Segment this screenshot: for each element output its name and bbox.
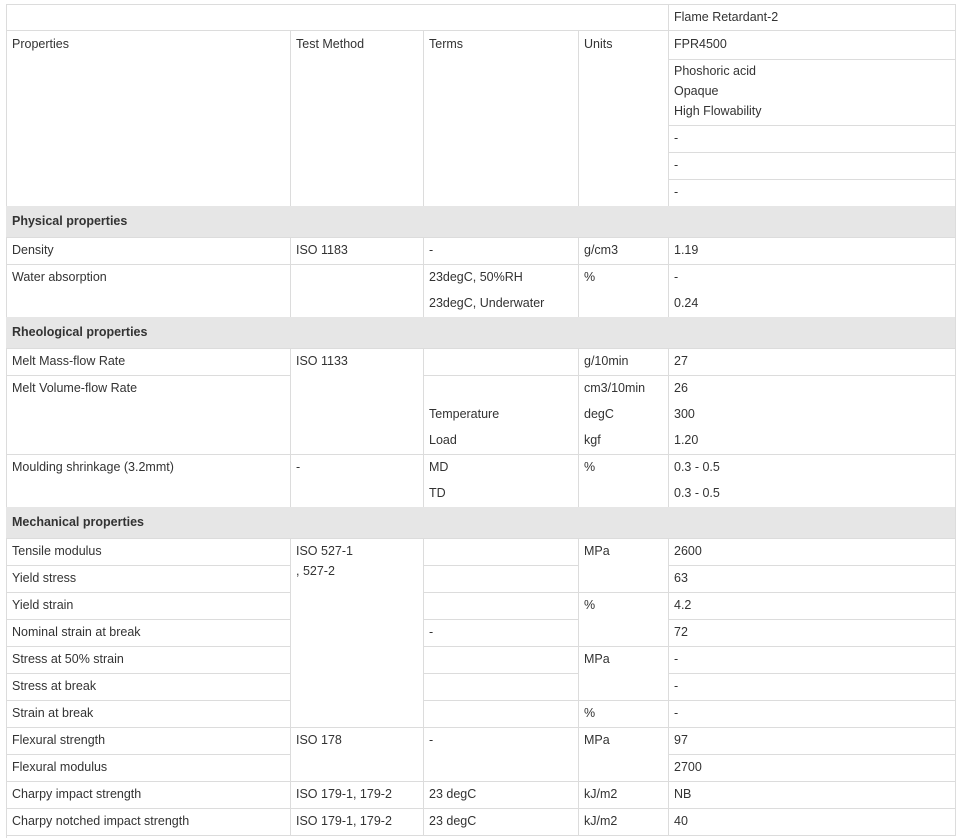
term-cell [423,673,579,701]
property-name: Water absorption [12,270,107,284]
value: 26 [674,381,688,395]
test-method: ISO 178 [296,733,342,747]
test-method: ISO 527-1 [296,544,353,558]
value: 0.24 [674,296,699,310]
grade-description-line1: Phoshoric acid [674,64,756,78]
unit: kJ/m2 [584,787,618,801]
value: 0.3 - 0.5 [674,460,720,474]
unit: % [584,706,596,720]
value-cell [668,700,956,728]
col-units-cell [578,30,669,207]
grade-group-header: Flame Retardant-2 [674,10,779,24]
value: - [674,679,679,693]
col-properties-header: Properties [12,37,69,51]
method-cell [290,454,424,508]
value: 2600 [674,544,702,558]
value: - [674,706,679,720]
term: - [429,733,434,747]
unit: cm3/10min [584,381,646,395]
property-name: Melt Volume-flow Rate [12,381,138,395]
value: - [674,270,679,284]
unit: g/10min [584,354,629,368]
term-cell [423,646,579,674]
term-cell [423,727,579,782]
test-method: - [296,460,301,474]
property-name: Nominal strain at break [12,625,141,639]
value: 1.20 [674,433,699,447]
term: TD [429,486,446,500]
property-name: Moulding shrinkage (3.2mmt) [12,460,174,474]
value: 72 [674,625,688,639]
unit: % [584,270,596,284]
value: 300 [674,407,695,421]
section-header-mechanical-value [668,507,956,539]
section-title-mechanical: Mechanical properties [12,515,144,529]
value-cell [668,619,956,647]
property-name: Flexural strength [12,733,106,747]
value-cell [668,565,956,593]
col-terms-cell [423,30,579,207]
value: 2700 [674,760,702,774]
value: 40 [674,814,688,828]
section-title-rheological: Rheological properties [12,325,148,339]
col-test-method-cell [290,30,424,207]
grade-extra-cell [668,125,956,153]
value-cell [668,646,956,674]
value: - [674,652,679,666]
property-name: Stress at break [12,679,97,693]
property-name: Tensile modulus [12,544,102,558]
value-cell [668,673,956,701]
grade-description-line3: High Flowability [674,104,762,118]
col-test-method-header: Test Method [296,37,365,51]
test-method: ISO 179-1, 179-2 [296,787,392,801]
value: 1.19 [674,243,699,257]
property-name: Density [12,243,54,257]
unit: % [584,460,596,474]
unit: MPa [584,652,610,666]
value-cell [668,781,956,809]
value-cell [668,375,956,455]
property-name: Yield strain [12,598,74,612]
grade-extra-cell [668,152,956,180]
property-name: Strain at break [12,706,94,720]
term: 23degC, Underwater [429,296,545,310]
value-cell [668,592,956,620]
value-cell [668,538,956,566]
property-name: Charpy notched impact strength [12,814,190,828]
value-cell [668,754,956,782]
unit: MPa [584,544,610,558]
term-cell [423,538,579,566]
term-cell [423,348,579,376]
value-cell [668,264,956,318]
test-method: ISO 1133 [296,354,348,368]
unit: degC [584,407,614,421]
property-name: Yield stress [12,571,77,585]
test-method: , 527-2 [296,564,335,578]
term: - [429,243,434,257]
term-cell [423,237,579,265]
grade-extra-value: - [674,131,679,145]
unit: MPa [584,733,610,747]
grade-description-line2: Opaque [674,84,719,98]
value: 4.2 [674,598,692,612]
header-blank-cell [6,4,669,31]
value: 27 [674,354,688,368]
section-title-physical: Physical properties [12,214,128,228]
method-cell [290,264,424,318]
grade-extra-value: - [674,158,679,172]
test-method: ISO 1183 [296,243,348,257]
value-cell [668,237,956,265]
col-terms-header: Terms [429,37,464,51]
term: 23 degC [429,814,477,828]
section-header-rheological-value [668,317,956,349]
term: MD [429,460,449,474]
property-name: Charpy impact strength [12,787,142,801]
term: 23degC, 50%RH [429,270,523,284]
value: 97 [674,733,688,747]
term: Load [429,433,457,447]
unit: kJ/m2 [584,814,618,828]
term-cell [423,592,579,620]
grade-name: FPR4500 [674,37,727,51]
value-cell [668,727,956,755]
unit: kgf [584,433,601,447]
term-cell [423,619,579,647]
grade-extra-cell [668,179,956,207]
property-name: Melt Mass-flow Rate [12,354,126,368]
value-cell [668,808,956,836]
property-name: Stress at 50% strain [12,652,124,666]
section-header-physical-value [668,206,956,238]
value: 63 [674,571,688,585]
value: 0.3 - 0.5 [674,486,720,500]
term-cell [423,565,579,593]
property-name: Flexural modulus [12,760,108,774]
term: 23 degC [429,787,477,801]
value: NB [674,787,692,801]
grade-extra-value: - [674,185,679,199]
col-units-header: Units [584,37,613,51]
term: Temperature [429,407,500,421]
unit: g/cm3 [584,243,619,257]
term-cell [423,700,579,728]
unit: % [584,598,596,612]
col-properties-cell [6,30,291,207]
term: - [429,625,434,639]
value-cell [668,348,956,376]
test-method: ISO 179-1, 179-2 [296,814,392,828]
